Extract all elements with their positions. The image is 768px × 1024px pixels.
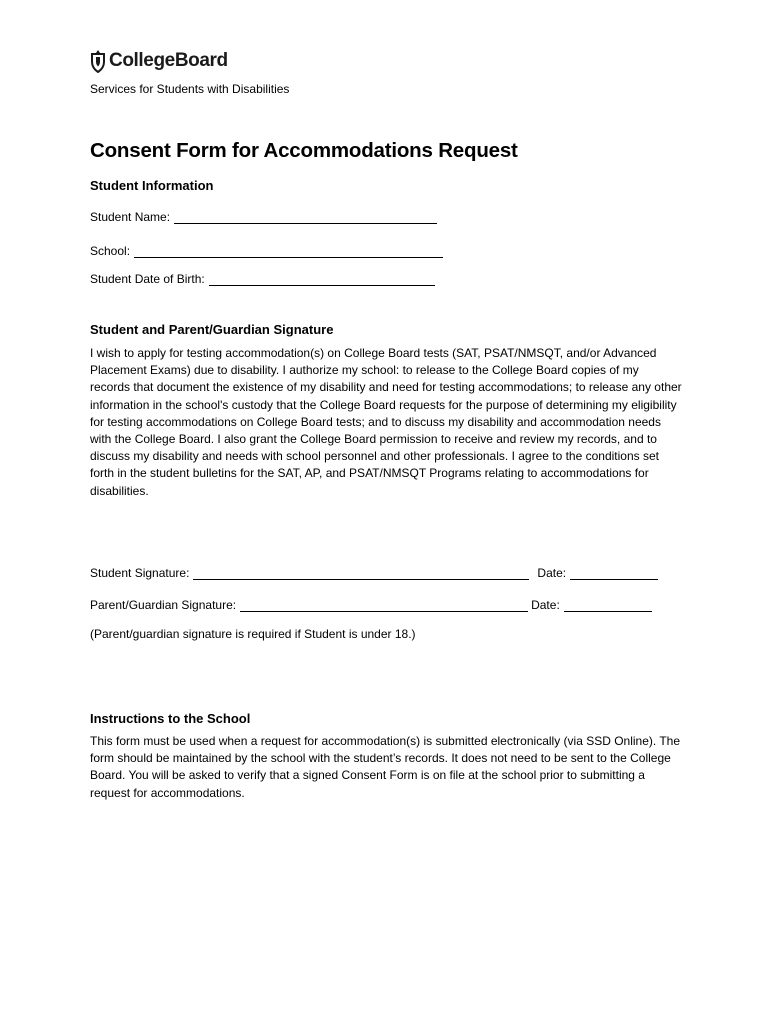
- page-title: Consent Form for Accommodations Request: [90, 139, 518, 162]
- logo-wordmark: CollegeBoard: [109, 50, 228, 71]
- student-date-label: Date:: [537, 566, 567, 580]
- dob-field[interactable]: [90, 272, 435, 286]
- instructions-paragraph: This form must be used when a request for accommodation(s) is submitted electronically (via SSD Online). The form should be maintained by the school with the student’s records. It does not need to be sent to the College Board. You will be asked to verify that a signed Consent Form is on file at the school prior to submitting a request for accommodations.: [90, 734, 681, 800]
- parent-date-line[interactable]: [564, 599, 652, 612]
- instructions-heading: Instructions to the School: [90, 711, 251, 726]
- dob-line[interactable]: [209, 273, 435, 286]
- student-name-field[interactable]: [90, 210, 437, 224]
- parent-signature-line[interactable]: [240, 599, 528, 612]
- acorn-shield-icon: [90, 49, 106, 73]
- student-name-label: Student Name:: [90, 210, 171, 224]
- student-signature-field[interactable]: [90, 566, 658, 580]
- department-name: Services for Students with Disabilities: [90, 82, 290, 96]
- student-info-heading: Student Information: [90, 178, 214, 193]
- student-name-line[interactable]: [174, 211, 437, 224]
- signature-note: (Parent/guardian signature is required if Student is under 18.): [90, 627, 416, 641]
- dob-label: Student Date of Birth:: [90, 272, 205, 286]
- parent-signature-field[interactable]: [90, 598, 652, 612]
- student-date-line[interactable]: [570, 567, 658, 580]
- school-line[interactable]: [134, 245, 443, 258]
- college-board-logo: [90, 45, 228, 77]
- signature-heading: Student and Parent/Guardian Signature: [90, 322, 334, 337]
- parent-signature-label: Parent/Guardian Signature:: [90, 598, 237, 612]
- parent-date-label: Date:: [531, 598, 560, 612]
- authorization-paragraph: I wish to apply for testing accommodation(s) on College Board tests (SAT, PSAT/NMSQT, and/or Advanced Placement Exams) due to disability. I authorize my school: to release to the College Board copies of my records that document the existence of my disability and need for testing accommodations; to release any other information in the school's custody that the College Board requests for the purpose of determining my eligibility for testing accommodations on College Board tests; and to discuss my disability and accommodation needs with the College Board. I also grant the College Board permission to receive and review my records, and to discuss my disability and needs with school personnel and other professionals. I agree to the conditions set forth in the student bulletins for the SAT, AP, and PSAT/NMSQT Programs relating to accommodations for disabilities.: [90, 346, 682, 498]
- school-label: School:: [90, 244, 131, 258]
- student-signature-label: Student Signature:: [90, 566, 190, 580]
- school-field[interactable]: [90, 244, 443, 258]
- student-signature-line[interactable]: [193, 567, 529, 580]
